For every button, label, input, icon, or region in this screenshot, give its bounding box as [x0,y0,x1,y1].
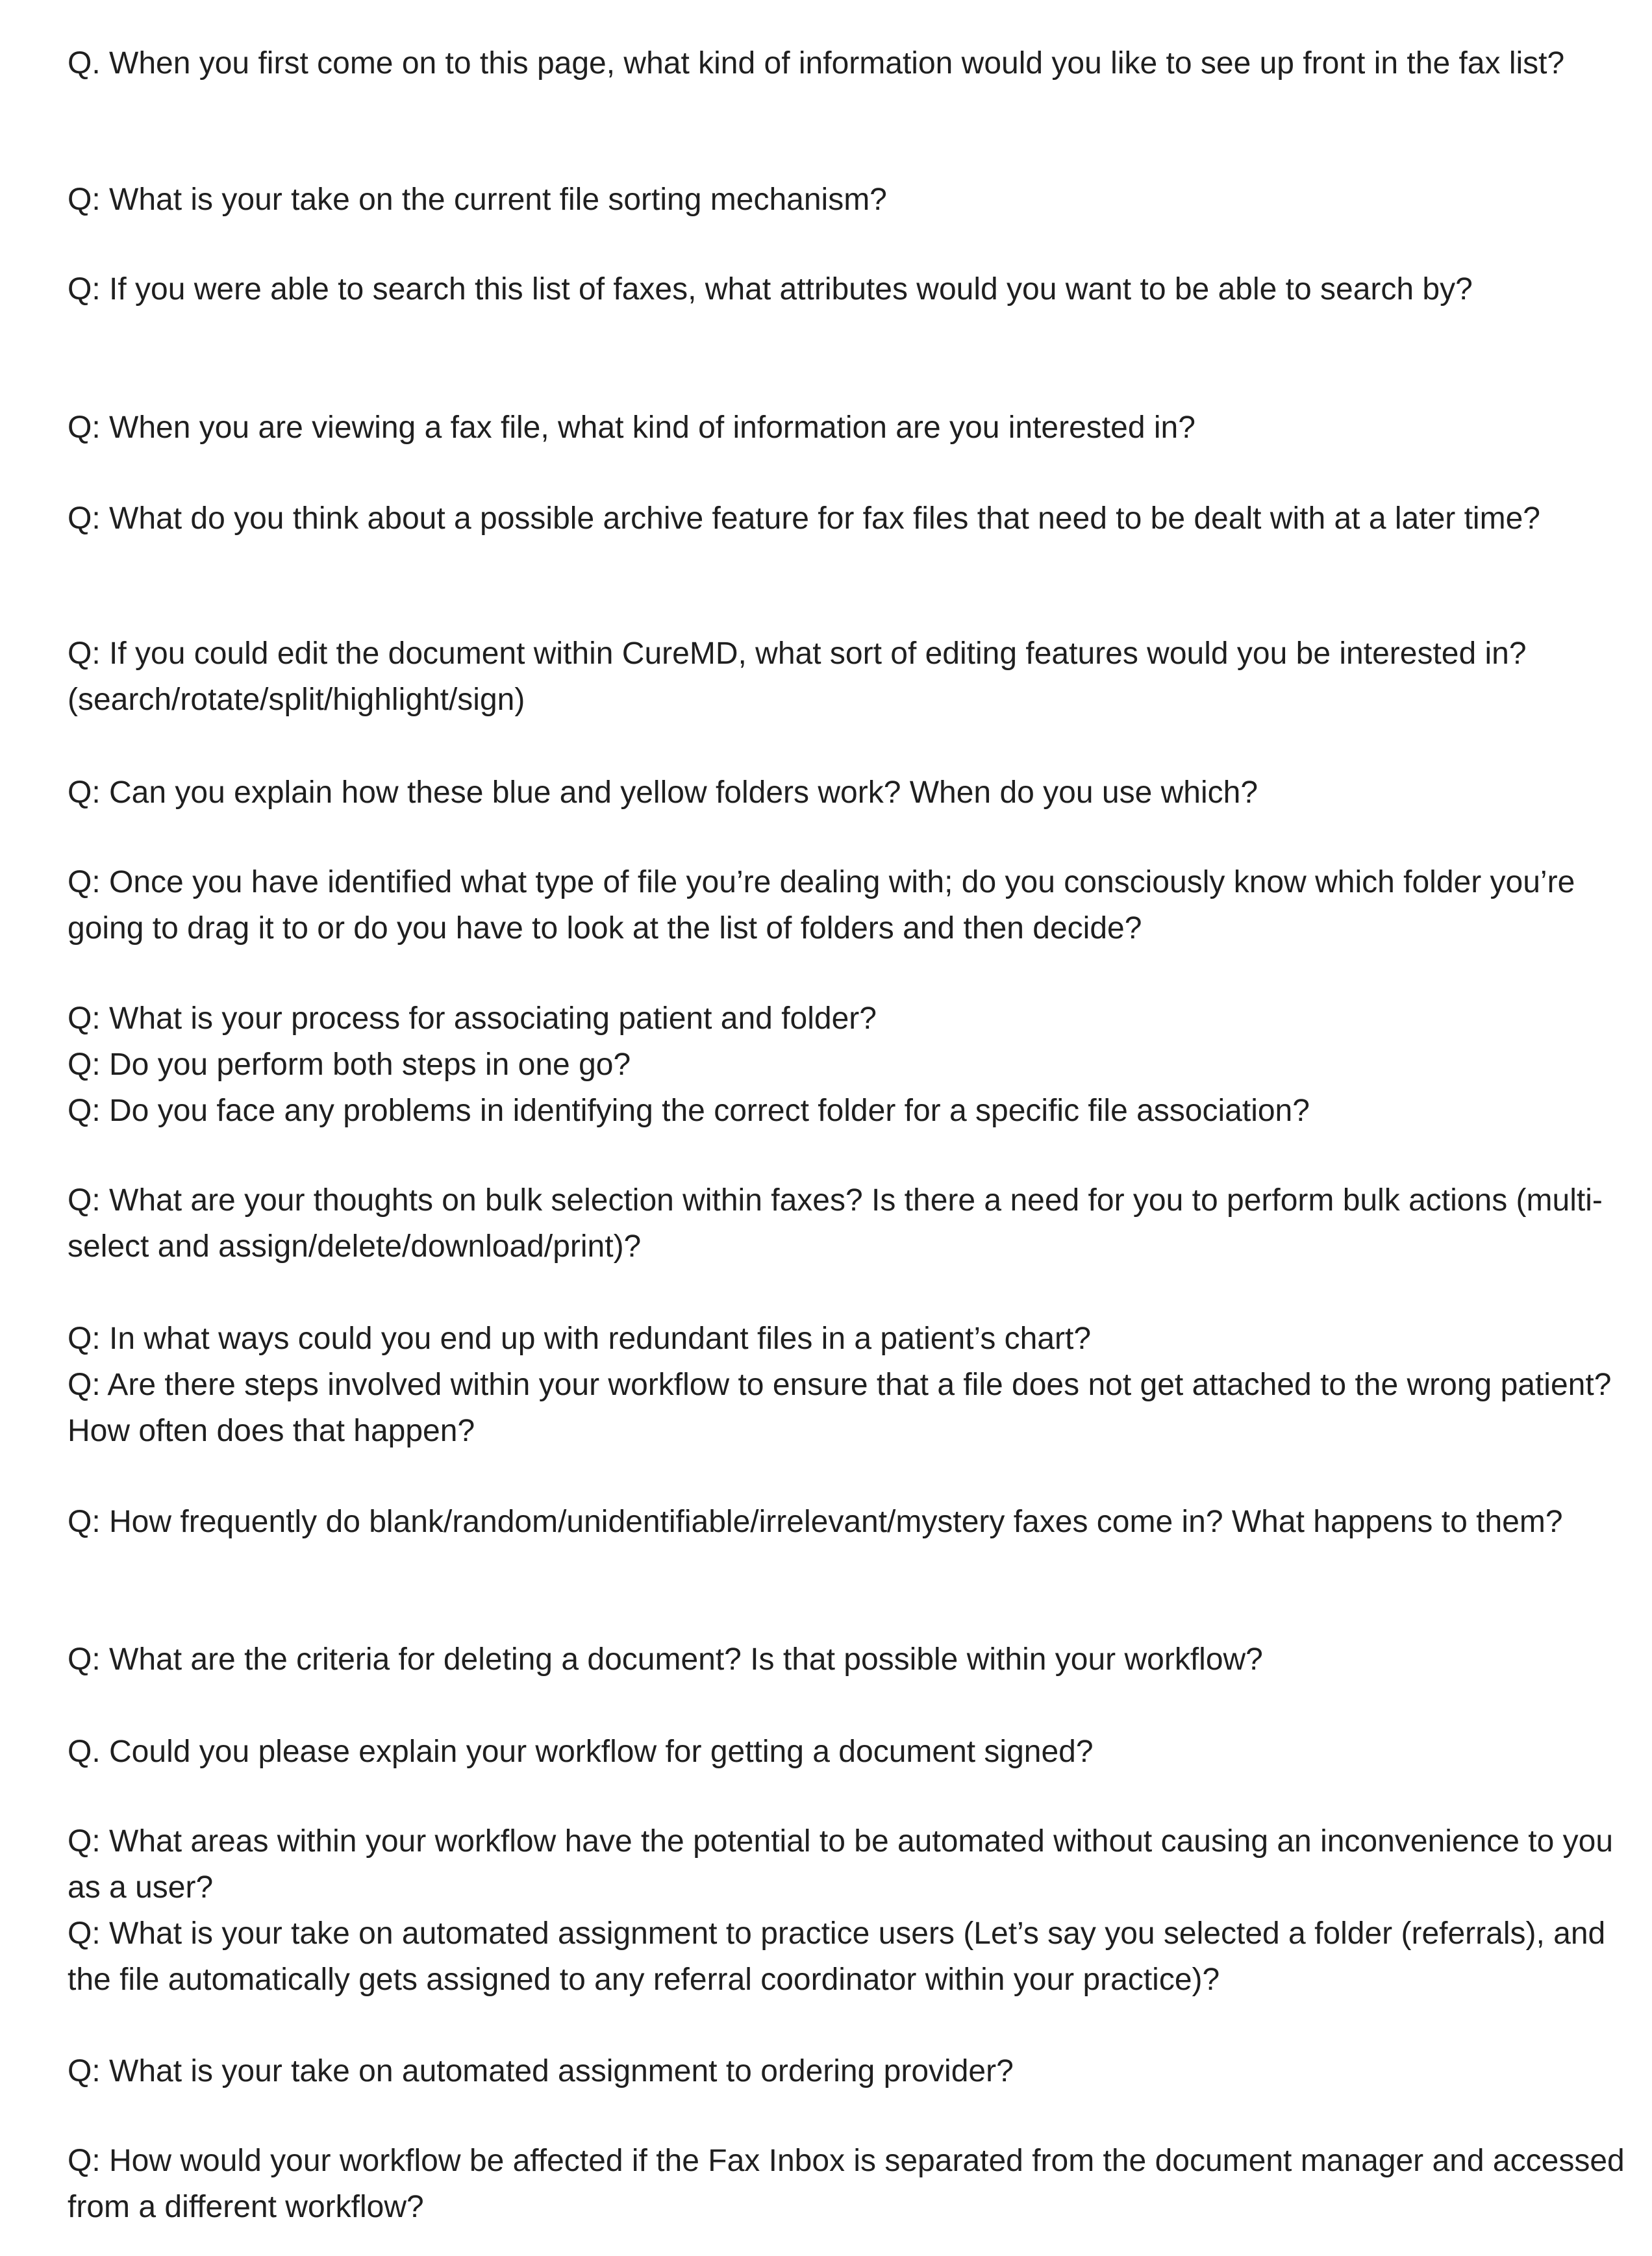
question-8: Q: Once you have identified what type of file you’re dealing with; do you consciously know which folder you’re going to drag it to or do you have to look at the list of folders and then decide? [68,865,1575,946]
question-7: Q: Can you explain how these blue and yellow folders work? When do you use which? [68,775,1258,810]
question-17: Q. Could you please explain your workflow for getting a document signed? [68,1735,1094,1769]
question-5: Q: What do you think about a possible archive feature for fax files that need to be dealt with at a later time? [68,501,1540,536]
question-4: Q: When you are viewing a fax file, what kind of information are you interested in? [68,410,1195,445]
question-15: Q: How frequently do blank/random/unidentifiable/irrelevant/mystery faxes come in? What happens to them? [68,1505,1563,1539]
question-19: Q: What is your take on automated assignment to practice users (Let’s say you selected a folder (referrals), and the file automatically gets assigned to any referral coordinator within your practice)? [68,1916,1606,1997]
question-10: Q: Do you perform both steps in one go? [68,1047,631,1082]
question-13: Q: In what ways could you end up with redundant files in a patient’s chart? [68,1322,1092,1356]
question-6: Q: If you could edit the document within CureMD, what sort of editing features would you be interested in? (search/rotate/split/highlight/sign) [68,636,1527,717]
question-1: Q. When you first come on to this page, what kind of information would you like to see up front in the fax list? [68,46,1565,81]
question-3: Q: If you were able to search this list of faxes, what attributes would you want to be able to search by? [68,272,1473,307]
question-20: Q: What is your take on automated assignment to ordering provider? [68,2054,1014,2088]
question-21: Q: How would your workflow be affected if the Fax Inbox is separated from the document manager and accessed from a different workflow? [68,2144,1625,2224]
question-14: Q: Are there steps involved within your workflow to ensure that a file does not get attached to the wrong patient? How often does that happen? [68,1368,1612,1448]
question-16: Q: What are the criteria for deleting a document? Is that possible within your workflow? [68,1642,1263,1677]
question-9: Q: What is your process for associating patient and folder? [68,1001,877,1036]
question-11: Q: Do you face any problems in identifying the correct folder for a specific file association? [68,1094,1310,1128]
question-2: Q: What is your take on the current file sorting mechanism? [68,182,887,217]
question-18: Q: What areas within your workflow have the potential to be automated without causing an inconvenience to you as a user? [68,1824,1614,1905]
question-12: Q: What are your thoughts on bulk selection within faxes? Is there a need for you to perform bulk actions (multi-select and assign/delete/download/print)? [68,1183,1603,1264]
